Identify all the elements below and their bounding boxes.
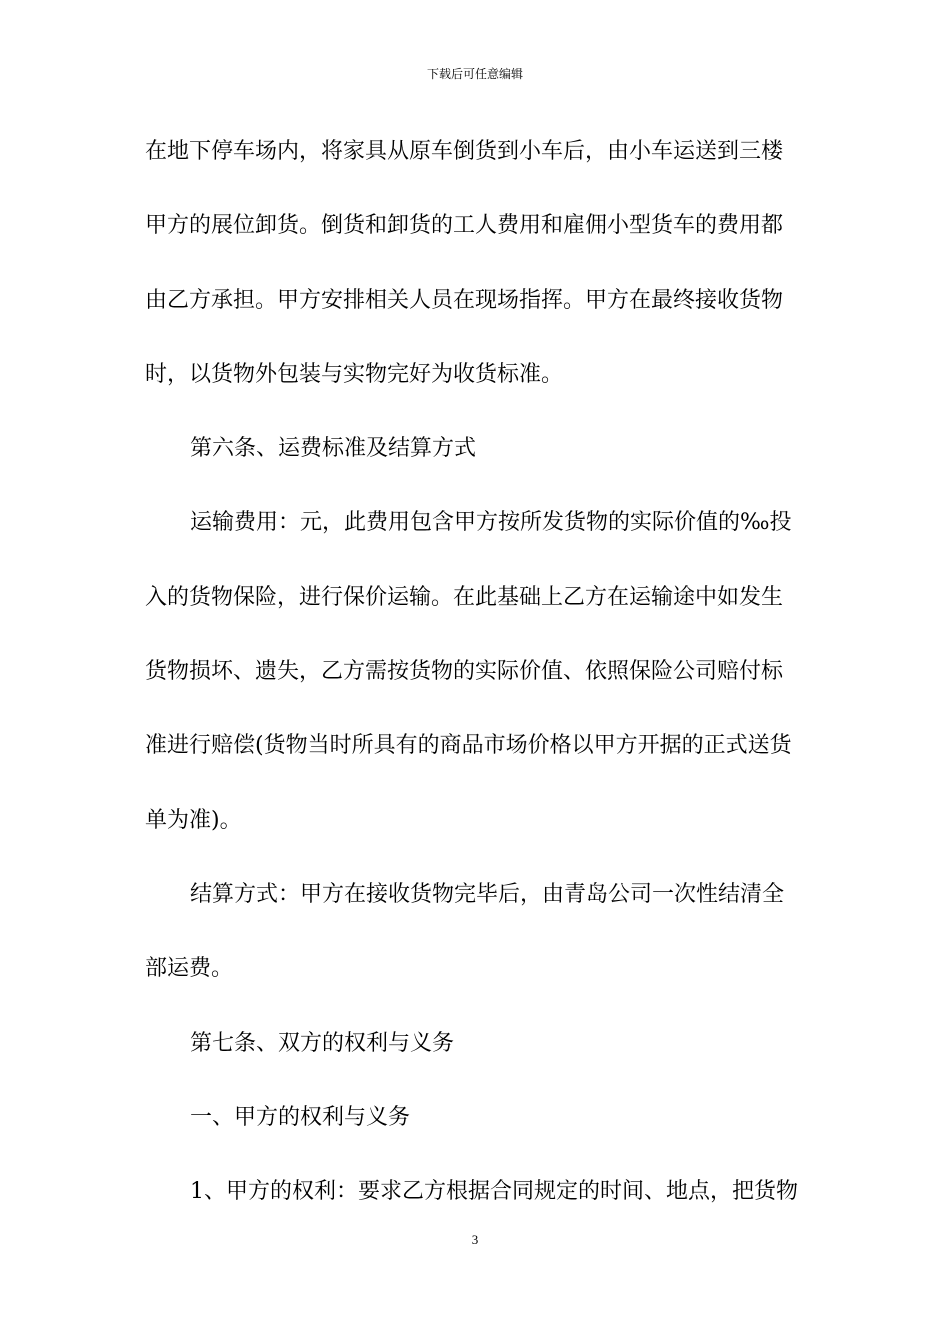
section-heading-article-7: 第七条、双方的权利与义务 [190, 1030, 455, 1056]
body-line: 部运费。 [145, 956, 234, 982]
body-line: 单为准)。 [145, 807, 242, 833]
page-header: 下载后可任意编辑 [426, 67, 523, 81]
body-line: 1、甲方的权利：要求乙方根据合同规定的时间、地点，把货物 [190, 1179, 798, 1205]
body-line: 入的货物保险，进行保价运输。在此基础上乙方在运输途中如发生 [145, 584, 784, 610]
body-line: 时，以货物外包装与实物完好为收货标准。 [145, 361, 564, 387]
body-line: 货物损坏、遗失，乙方需按货物的实际价值、依照保险公司赔付标 [145, 659, 784, 685]
body-line: 在地下停车场内，将家具从原车倒货到小车后，由小车运送到三楼 [145, 139, 784, 164]
section-heading-article-6: 第六条、运费标准及结算方式 [190, 436, 477, 462]
body-line: 甲方的展位卸货。倒货和卸货的工人费用和雇佣小型货车的费用都 [145, 213, 784, 239]
body-line: 准进行赔偿(货物当时所具有的商品市场价格以甲方开据的正式送货 [145, 733, 792, 759]
document-body [145, 130, 810, 1244]
body-line: 由乙方承担。甲方安排相关人员在现场指挥。甲方在最终接收货物 [145, 287, 784, 313]
body-line: 结算方式：甲方在接收货物完毕后，由青岛公司一次性结清全 [190, 881, 785, 907]
body-line: 运输费用：元，此费用包含甲方按所发货物的实际价值的‰投 [190, 510, 792, 536]
page-number: 3 [471, 1232, 479, 1247]
subsection-heading: 一、甲方的权利与义务 [190, 1104, 411, 1130]
